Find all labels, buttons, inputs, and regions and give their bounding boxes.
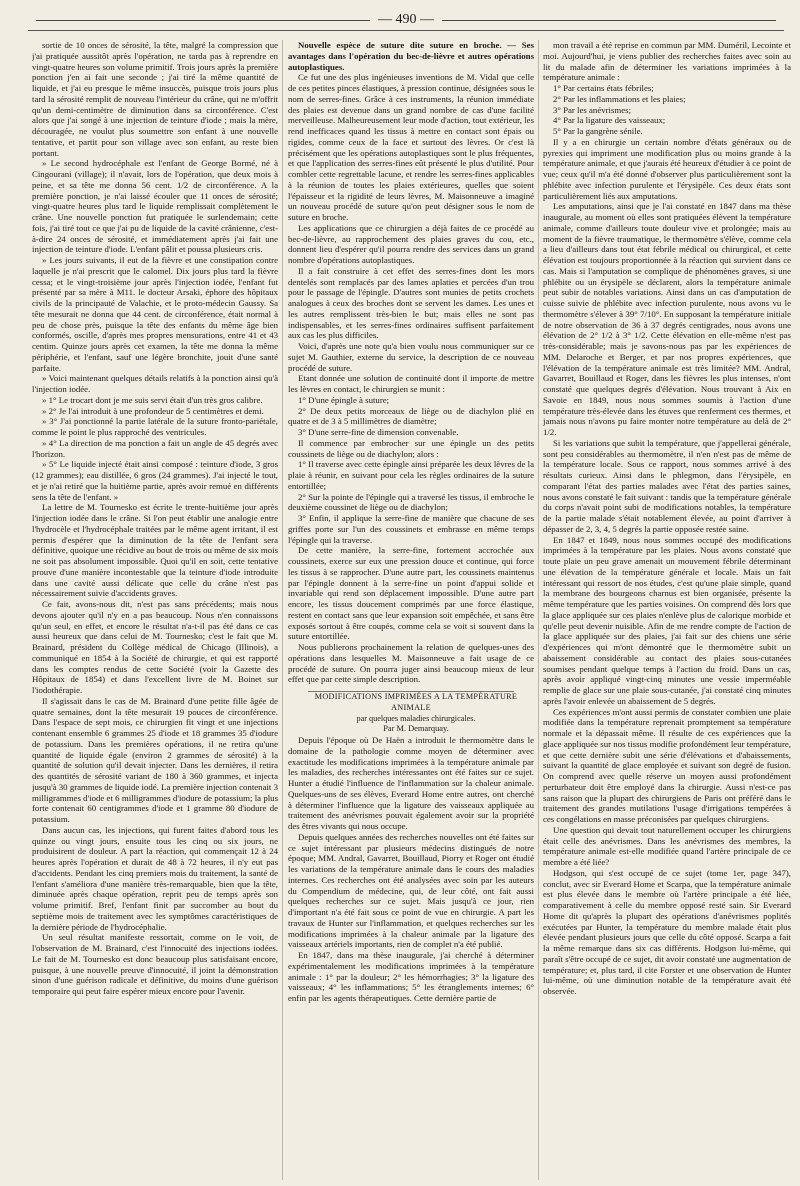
paragraph: 3° D'une serre-fine de dimension convenable. (298, 427, 459, 437)
header-rule-left (36, 20, 370, 21)
paragraph: » 2° Je l'ai introduit à une profondeur de 5 centimètres et demi. (42, 405, 264, 416)
paragraph: 3° Par les anévrismes; (553, 104, 632, 115)
paragraph: Ce fait, avons-nous dit, n'est pas sans précédents; mais nous devons ajouter qu'il n'y en a pas beaucoup. Nous n'en connaissons qu'un seul, en effet, et encore le résultat n'a-t-il pas été dans ce cas aussi heureux que dans celui de M. Tournesko; c'est le fait que M. Brainard, président du Collège médical de Chicago (Illinois), a communiqué en 1854 à la Société de chirurgie, et qui est rapporté dans les comptes rendus de cette Société (voir la Gazette des Hôpitaux de 1854) et dans l'excellent livre de M. Boinet sur l'iodothérapie. (32, 599, 278, 695)
paragraph: » 5° Le liquide injecté était ainsi composé : teinture d'iode, 3 gros (12 grammes); eau distillée, 6 gros (24 grammes). J'ai injecté le tout, et je n'ai retiré que la huitième partie, après avoir remué en différents sens la tête de l'enfant. » (32, 459, 278, 502)
paragraph: Un seul résultat manifeste ressortait, comme on le voit, de l'observation de M. Brainard, c'est l'innocuité des injections iodées. Le fait de M. Tournesko est donc beaucoup plus satisfaisant encore, puisque, à une nouvelle preuve d'innocuité, il joint la démonstration sinon d'une guérison radicale et définitive, du moins d'une guérison temporaire qui peut faire espérer mieux encore pour l'avenir. (32, 932, 278, 996)
paragraph: Hodgson, qui s'est occupé de ce sujet (tome 1er, page 347), conclut, avec sir Everard Home et Scarpa, que la température animale est plus élevée dans le membre où l'artère principale a été liée, comparativement à celle du membre opposé resté sain. Sir Everard Home dit qu'après la plupart des opérations d'anévrismes poplités exécutées par Hunter, la température du membre malade était plus élevée pendant plusieurs jours que celle du côté opposé. Scarpa a fait la même remarque dans six cas différents. Hodgson lui-même, qui paraît s'être occupé de ce sujet, dit avoir constaté une augmentation de température; et, plus tard, il cite Forster et une observation de Hunter lui-même, où une diminution notable de la température avait été observée. (543, 867, 791, 996)
column-3 (543, 40, 791, 1180)
article-title: Nouvelle espèce de suture dite suture en broche. — Ses avantages dans l'opération du bec-de-lièvre et autres opérations autoplastiques. (288, 40, 534, 72)
paragraph: 1° Il traverse avec cette épingle ainsi préparée les deux lèvres de la plaie à réunir, en suivant pour cela les règles ordinaires de la suture entortillée; (288, 459, 534, 491)
section-text (288, 735, 534, 1004)
paragraph: 4° Par la ligature des vaisseaux; (553, 115, 666, 126)
paragraph: 3° Enfin, il applique la serre-fine de manière que chacune de ses griffes porte sur l'un des coussinets et embrasse en même temps l'épingle qui la traverse. (288, 513, 534, 545)
column-1-text (32, 40, 278, 997)
page-header (28, 10, 784, 30)
paragraph: Une question qui devait tout naturellement occuper les chirurgiens était celle des anévrismes. Dans les anévrismes des membres, la température animale est-elle modifiée quand l'artère principale de ce membre a été liée? (543, 824, 791, 867)
section-subtitle: par quelques maladies chirurgicales. (356, 713, 476, 723)
paragraph: Il y a en chirurgie un certain nombre d'états généraux ou de pyrexies qui impriment une modification plus ou moins grande à la température animale, et que j'aurais été heureux d'étudier à ce point de vue; ceux qu'il m'a été donné d'observer plus particulièrement sont la phlébite avec infection purulente et l'érysipèle. Ces deux états sont particulièrement liés aux amputations. (543, 136, 791, 201)
header-rule-right (442, 20, 776, 21)
paragraph: Il a fait construire à cet effet des serres-fines dont les mors dentelés sont remplacés par des lames aplaties et percées d'un trou pour le passage de l'épingle. D'autres sont munies de petits crochets analogues à ceux des broches dont se servent les dames. Les unes et les autres remplissent très-bien le but; mais elles ne sont pas indispensables, et les serres-fines ordinaires suffisent parfaitement aux cas les plus difficiles. (288, 265, 534, 341)
paragraph: En 1847, dans ma thèse inaugurale, j'ai cherché à déterminer expérimentalement les modifications imprimées à la température animale : 1° par la douleur; 2° les hémorrhagies; 3° la ligature des vaisseaux; 4° les inflammations; 5° les étranglements internes; 6° enfin par les agents thérapeutiques. Cette dernière partie de (288, 950, 534, 1003)
paragraph: 2° De deux petits morceaux de liège ou de diachylon plié en quatre et de 3 à 5 millimètres de diamètre; (288, 405, 534, 427)
column-1 (32, 40, 278, 1180)
paragraph: Depuis quelques années des recherches nouvelles ont été faites sur ce sujet intéressant par plusieurs médecins distingués de notre époque; MM. Andral, Gavarret, Bouillaud, Piorry et Roger ont étudié les variations de la température animale dans le cours des maladies internes. Ces recherches ont été analysées avec soin par les auteurs du Compendium de médecine, qui, de leur côté, ont fait aussi quelques recherches sur ce sujet. Mais jusqu'à ce jour, rien d'important n'a été fait sous ce point de vue en chirurgie. A part les travaux de Hunter sur l'inflammation, et quelques recherches sur les modifications imprimées à la chaleur animale par la ligature des vaisseaux artériels importants, rien de complet n'a été publié. (288, 831, 534, 950)
paragraph: » Voici maintenant quelques détails relatifs à la ponction ainsi qu'à l'injection iodée. (32, 373, 278, 394)
paragraph: » Le second hydrocéphale est l'enfant de George Bormé, né à Cingourani (village); il n'avait, lors de l'opération, que deux mois à peine, et sa tête me donna 56 cent. 1/2 de circonférence. A la première ponction, je n'ai laissé écouler que 11 onces de sérosité; vingt-quatre heures plus tard le liquide remplissait complètement le crâne. Une nouvelle ponction fut pratiquée le surlendemain; cette fois, j'ai tiré tout ce que j'ai pu de liquide de la cavité crânienne, c'est-à-dire 24 onces de sérosité, et immédiatement après j'ai fait une injection de teinture d'iode. L'enfant pâlit et poussa plusieurs cris. (32, 158, 278, 255)
paragraph: 1° D'une épingle à suture; (298, 394, 390, 405)
paragraph: De cette manière, la serre-fine, fortement accrochée aux coussinets, exerce sur eux une pression douce et continue, qui force les tissus à se rapprocher. D'une autre part, les coussinets maintenus par l'épingle donnent à la serre-fine un point d'appui solide et invariable qui rend son déplacement impossible. D'une autre part encore, les tissus doucement comprimés par une force élastique, restent en contact sans que leur expansion soit empêchée, et sans être exposés sortout à être coupés, comme cela se voit si souvent dans la suture entortillée. (288, 545, 534, 642)
section-title: MODIFICATIONS IMPRIMÉES A LA TEMPÉRATURE ANIMALE (314, 692, 518, 712)
paragraph: Il s'agissait dans le cas de M. Brainard d'une petite fille âgée de quatre semaines, dont la tête mesurait 19 pouces de circonférence. Dans l'espace de sept mois, ce chirurgien fit vingt et une injections contenant ensemble 6 grammes 25 d'iode et 18 grammes 35 d'iodure de potassium. Dans les premières opérations, il ne retira qu'une quantité de liquide égale (environ 2 grammes de sérosité) à la quantité de solution qu'il devait injecter. Dans les dernières, il retira des quantités de sérosité variant de 180 à 360 grammes, et injecta jusqu'à 30 grammes de liquide iodé. La première injection contenait 3 milligrammes d'iode et 6 milligrammes d'iodure de potassium; la plus forte contenait 60 centigrammes d'iode et 1 gramme 80 d'iodure de potassium. (32, 695, 278, 824)
paragraph: » 3° J'ai ponctionné la partie latérale de la suture fronto-pariétale, comme le point le plus rapproché des ventricules. (32, 416, 278, 437)
paragraph: mon travail a été reprise en commun par MM. Duméril, Lecointe et moi. Aujourd'hui, je viens publier des recherches faites avec soin au lit du malade afin de déterminer les variations imprimées à la température animale : (543, 40, 791, 83)
paragraph: 1° Par certains états fébriles; (553, 83, 654, 93)
section-author: Par M. Demarquay. (383, 724, 449, 734)
column-2-text (288, 72, 534, 685)
paragraph: La lettre de M. Tournesko est écrite le trente-huitième jour après l'injection iodée dans le crâne. Si l'on peut établir une analogie entre l'hydrocèle et l'hydrocéphale traitées par le même agent irritant, il est permis d'espérer que la diminution de la tête de l'enfant sera définitive, quoique une récidive au bout de trois ou même de six mois ne soit pas absolument impossible. Quoi qu'il en soit, cette tentative prouve d'une manière incontestable que la teinture d'iode introduite dans une cavité aussi délicate que celle du crâne n'est pas nécessairement suivie d'accidents graves. (32, 502, 278, 599)
paragraph: Les amputations, ainsi que je l'ai constaté en 1847 dans ma thèse inaugurale, au moment où elles sont pratiquées élèvent la température animale, comme d'ailleurs toute douleur vive et prolongée; mais au moment de la fièvre traumatique, le thermomètre s'élève, comme cela a lieu d'ailleurs dans tout état fébrile médical ou chirurgical, et cette élévation est toujours proportionnée à la réaction qui survient dans ce cas. Mais si l'amputation se complique de phénomènes graves, si une phlébite ou un érysipèle se déclarent, alors la température animale peut subir de notables variations. Ainsi dans un cas d'amputation de cuisse suivie de phlébite avec infection purulente, nous avons vu le thermomètre s'élever à 39° 7/10°. En supposant la température initiale de notre observation de 36 à 37 degrés centigrades, nous avons une élévation de 2° 1/2 à 3° 1/2. Cette élévation en elle-même n'est pas très-considérable; mais je savons-nous pas par les expériences de MM. Delaroche et Berger, et par nos propres expériences, que l'élévation de la température animale est très limitée? MM. Andral, Gavarret, Bouillaud et Roger, dans les fièvres les plus intenses, n'ont constaté que quelques degrés d'élévation. Nous trouvant à Aix en Savoie en 1849, nous nous sommes soumis à l'action d'une température très-élevée dans les étuves que renferment ces thermes, et jamais nous n'avons pu faire monter notre température au delà de 2° 1/2. (543, 201, 791, 437)
column-3-text (543, 40, 791, 997)
paragraph: Etant donnée une solution de continuité dont il importe de mettre les lèvres en contact, le chirurgien se munit : (288, 373, 534, 394)
column-divider (282, 40, 283, 1180)
paragraph: En 1847 et 1849, nous nous sommes occupé des modifications imprimées à la température par les plaies. Nous avons constaté que toute plaie un peu grave amenait un mouvement fébrile déterminant une élévation de la température générale et locale. Mais un fait intéressant qui ressort de nos études, c'est qu'une plaie simple, quand la membrane des bourgeons charnus est bien organisée, présente la même température que les parties voisines. On comprend dès lors que la glace appliquée sur ces plaies n'enlève plus de calorique morbide et qu'elle peut devenir nuisible. Afin de me rendre compte de l'action de la glace appliquée sur des plaies, j'ai fait sur des chiens une série d'expériences qui m'ont démontré que le thermomètre subit un abaissement considérable au contact des plaies sous-cutanées soumises pendant quelque temps à l'action du froid. Dans un cas, après avoir appliqué vingt-cinq minutes une vessie imperméable remplie de glace sur une plaie sous-cutanée, j'ai constaté cinq minutes après l'avoir enlevée un abaissement de 5 degrés. (543, 534, 791, 706)
paragraph: Nous publierons prochainement la relation de quelques-unes des opérations dans lesquelles M. Maisonneuve a fait usage de ce procédé de suture. On pourra juger ainsi beaucoup mieux de leur effet que par cette simple description. (288, 642, 534, 685)
paragraph: Depuis l'époque où De Haën a introduit le thermomètre dans le domaine de la pathologie comme moyen de déterminer avec exactitude les modifications imprimées à la température animale par les maladies, des recherches intéressantes ont été faites sur ce sujet. Hunter a étudié l'influence de l'inflammation sur la chaleur animale. Quelques-uns de ses élèves, Everard Home entre autres, ont cherché à déterminer l'influence que la ligature des vaisseaux appliquée au traitement des anévrismes pouvait également avoir sur la propriété des êtres vivants qui nous occupe. (288, 735, 534, 831)
paragraph: Dans aucun cas, les injections, qui furent faites d'abord tous les quinze ou vingt jours, ensuite tous les cinq ou six jours, ne produisirent de douleur. A part la réaction, qui commençait 12 à 24 heures après l'opération et durait de 48 à 72 heures, il n'y eut pas d'accidents. Pendant les cinq premiers mois du traitement, la santé de l'enfant s'améliora d'une manière très-remarquable, bien que la tête, diminuée après chaque opération, reprit peu de temps après son volume primitif. Bref, l'enfant finit par succomber au bout du septième mois de traitement avec les symptômes caractéristiques de la dernière période de l'hydrocéphalie. (32, 824, 278, 932)
paragraph: sortie de 10 onces de sérosité, la tête, malgré la compression que j'ai pratiquée aussitôt après l'opération, ne tarda pas à reprendre en vingt-quatre heures son volume primitif. Trois jours après la première ponction j'en ai fait une seconde ; j'ai tiré la même quantité de liquide, et j'ai eu presque le même insuccès, puisque trois jours plus tard la sérosité remplit de nouveau l'intérieur du crâne, qui ne m'offrit qu'un demi-centimètre de diminution dans sa circonférence. C'est alors que j'ai songé à une injection de teinture d'iode ; mais la mère, découragée, ne voulut plus soumettre son enfant à une nouvelle tentative, et partit pour son village avec son enfant, au reste bien portant. (32, 40, 278, 158)
page-number: — 490 — (378, 12, 434, 27)
paragraph: 2° Sur la pointe de l'épingle qui a traversé les tissus, il embroche le deuxième coussinet de liège ou de diachylon; (288, 491, 534, 513)
paragraph: Ces expériences m'ont aussi permis de constater combien une plaie modifiée dans la température reprenait promptement sa température normale et la dépassait même. Il résulte de ces expériences que la glace appliquée sur nos tissus modifie profondément leur température, et que cette dernière subit une série d'élévations et d'abaissements, suivant la quantité de glace employée et suivant son degré de fusion. On comprend avec quelle réserve un moyen aussi profondément perturbateur doit être employé dans la chirurgie. Aussi n'est-ce pas sans raison que la plupart des chirurgiens de Paris ont préféré dans le traitement des grandes mutilations l'usage d'irrigations tempérées à ces congélations en masse préconisées par quelques chirurgiens. (543, 706, 791, 824)
header-divider (28, 30, 784, 31)
paragraph: 5° Par la gangrène sénile. (553, 126, 643, 136)
paragraph: 2° Par les inflammations et les plaies; (553, 93, 686, 104)
paragraph: Ce fut une des plus ingénieuses inventions de M. Vidal que celle de ces petites pinces élastiques, à pression continue, désignées sous le nom de serres-fines. Grâce à ces instruments, la réunion immédiate des plaies est devenue dans un grand nombre de cas d'une facilité merveilleuse. Malheureusement leur mode d'action, tout extérieur, les rend inefficaces quand les tissus à mettre en contact sont épais ou rigides, comme ceux de la face et surtout des lèvres. Or c'est là précisément que les opérations autoplastiques sont le plus fréquentes, et que l'application des serres-fines eût présenté le plus d'utilité. Pour combler cette regrettable lacune, et rendre les serres-fines applicables à la réunion de toutes les plaies extérieures, quelles que soient l'épaisseur et la rigidité de leurs lèvres, M. Maisonneuve a imaginé un nouveau procédé de suture qu'on peut désigner sous le nom de suture en broche. (288, 72, 534, 222)
paragraph: » Les jours suivants, il eut de la fièvre et une constipation contre laquelle je n'ai prescrit que le calomel. Dix jours plus tard la fièvre cessa; et le vingt-troisième jour après l'injection iodée, l'enfant fut présenté par sa mère à M11. le docteur Arsaki, éphore des hôpitaux civils de la principauté de Valachie, et le proto-médecin Gaussy. Sa tête mesurait ne donna que 44 cent. de circonférence, était normal à peu de chose près, puisque la tête des enfants du même âge bien conformés, oscille, d'après mes propres mensurations, entre 41 et 43 centim. Quinze jours après cet examen, la tête me donna la même périphérie, et l'enfant, sauf une légère bronchite, jouit d'une santé parfaite. (32, 255, 278, 373)
column-2 (288, 40, 534, 1180)
paragraph: Il commence par embrocher sur une épingle un des petits coussinets de liège ou de diachylon; alors : (288, 437, 534, 459)
paragraph: » 1° Le trocart dont je me suis servi était d'un très gros calibre. (42, 394, 263, 405)
paragraph: Les applications que ce chirurgien a déjà faites de ce procédé au bec-de-lièvre, au rapprochement des plaies graves du cou, etc., donnent lieu d'espérer qu'il pourra rendre des services dans un grand nombre d'opérations autoplastiques. (288, 222, 534, 265)
paragraph: Si les variations que subit la température, que j'appellerai générale, sont peu considérables au thermomètre, il n'en n'est pas de même de la température locale. Sous ce rapport, nous sommes arrivé à des résultats curieux. Ainsi dans le phlegmon, dans l'érysipèle, en comparant l'état des parties malades avec l'état des parties saines, nous avons constaté le fait suivant : tandis que la température générale du corps n'avait point subi de modifications notables, la température de la partie malade s'était notablement élevée, au point d'arriver à dépasser de 2, 3, 4, 5 degrés la partie opposée restée saine. (543, 437, 791, 534)
column-divider (538, 40, 539, 1180)
paragraph: » 4° La direction de ma ponction a fait un angle de 45 degrés avec l'horizon. (32, 437, 278, 459)
paragraph: Voici, d'après une note qu'a bien voulu nous communiquer sur ce sujet M. Gauthier, externe du service, la description de ce nouveau procédé de suture. (288, 341, 534, 373)
